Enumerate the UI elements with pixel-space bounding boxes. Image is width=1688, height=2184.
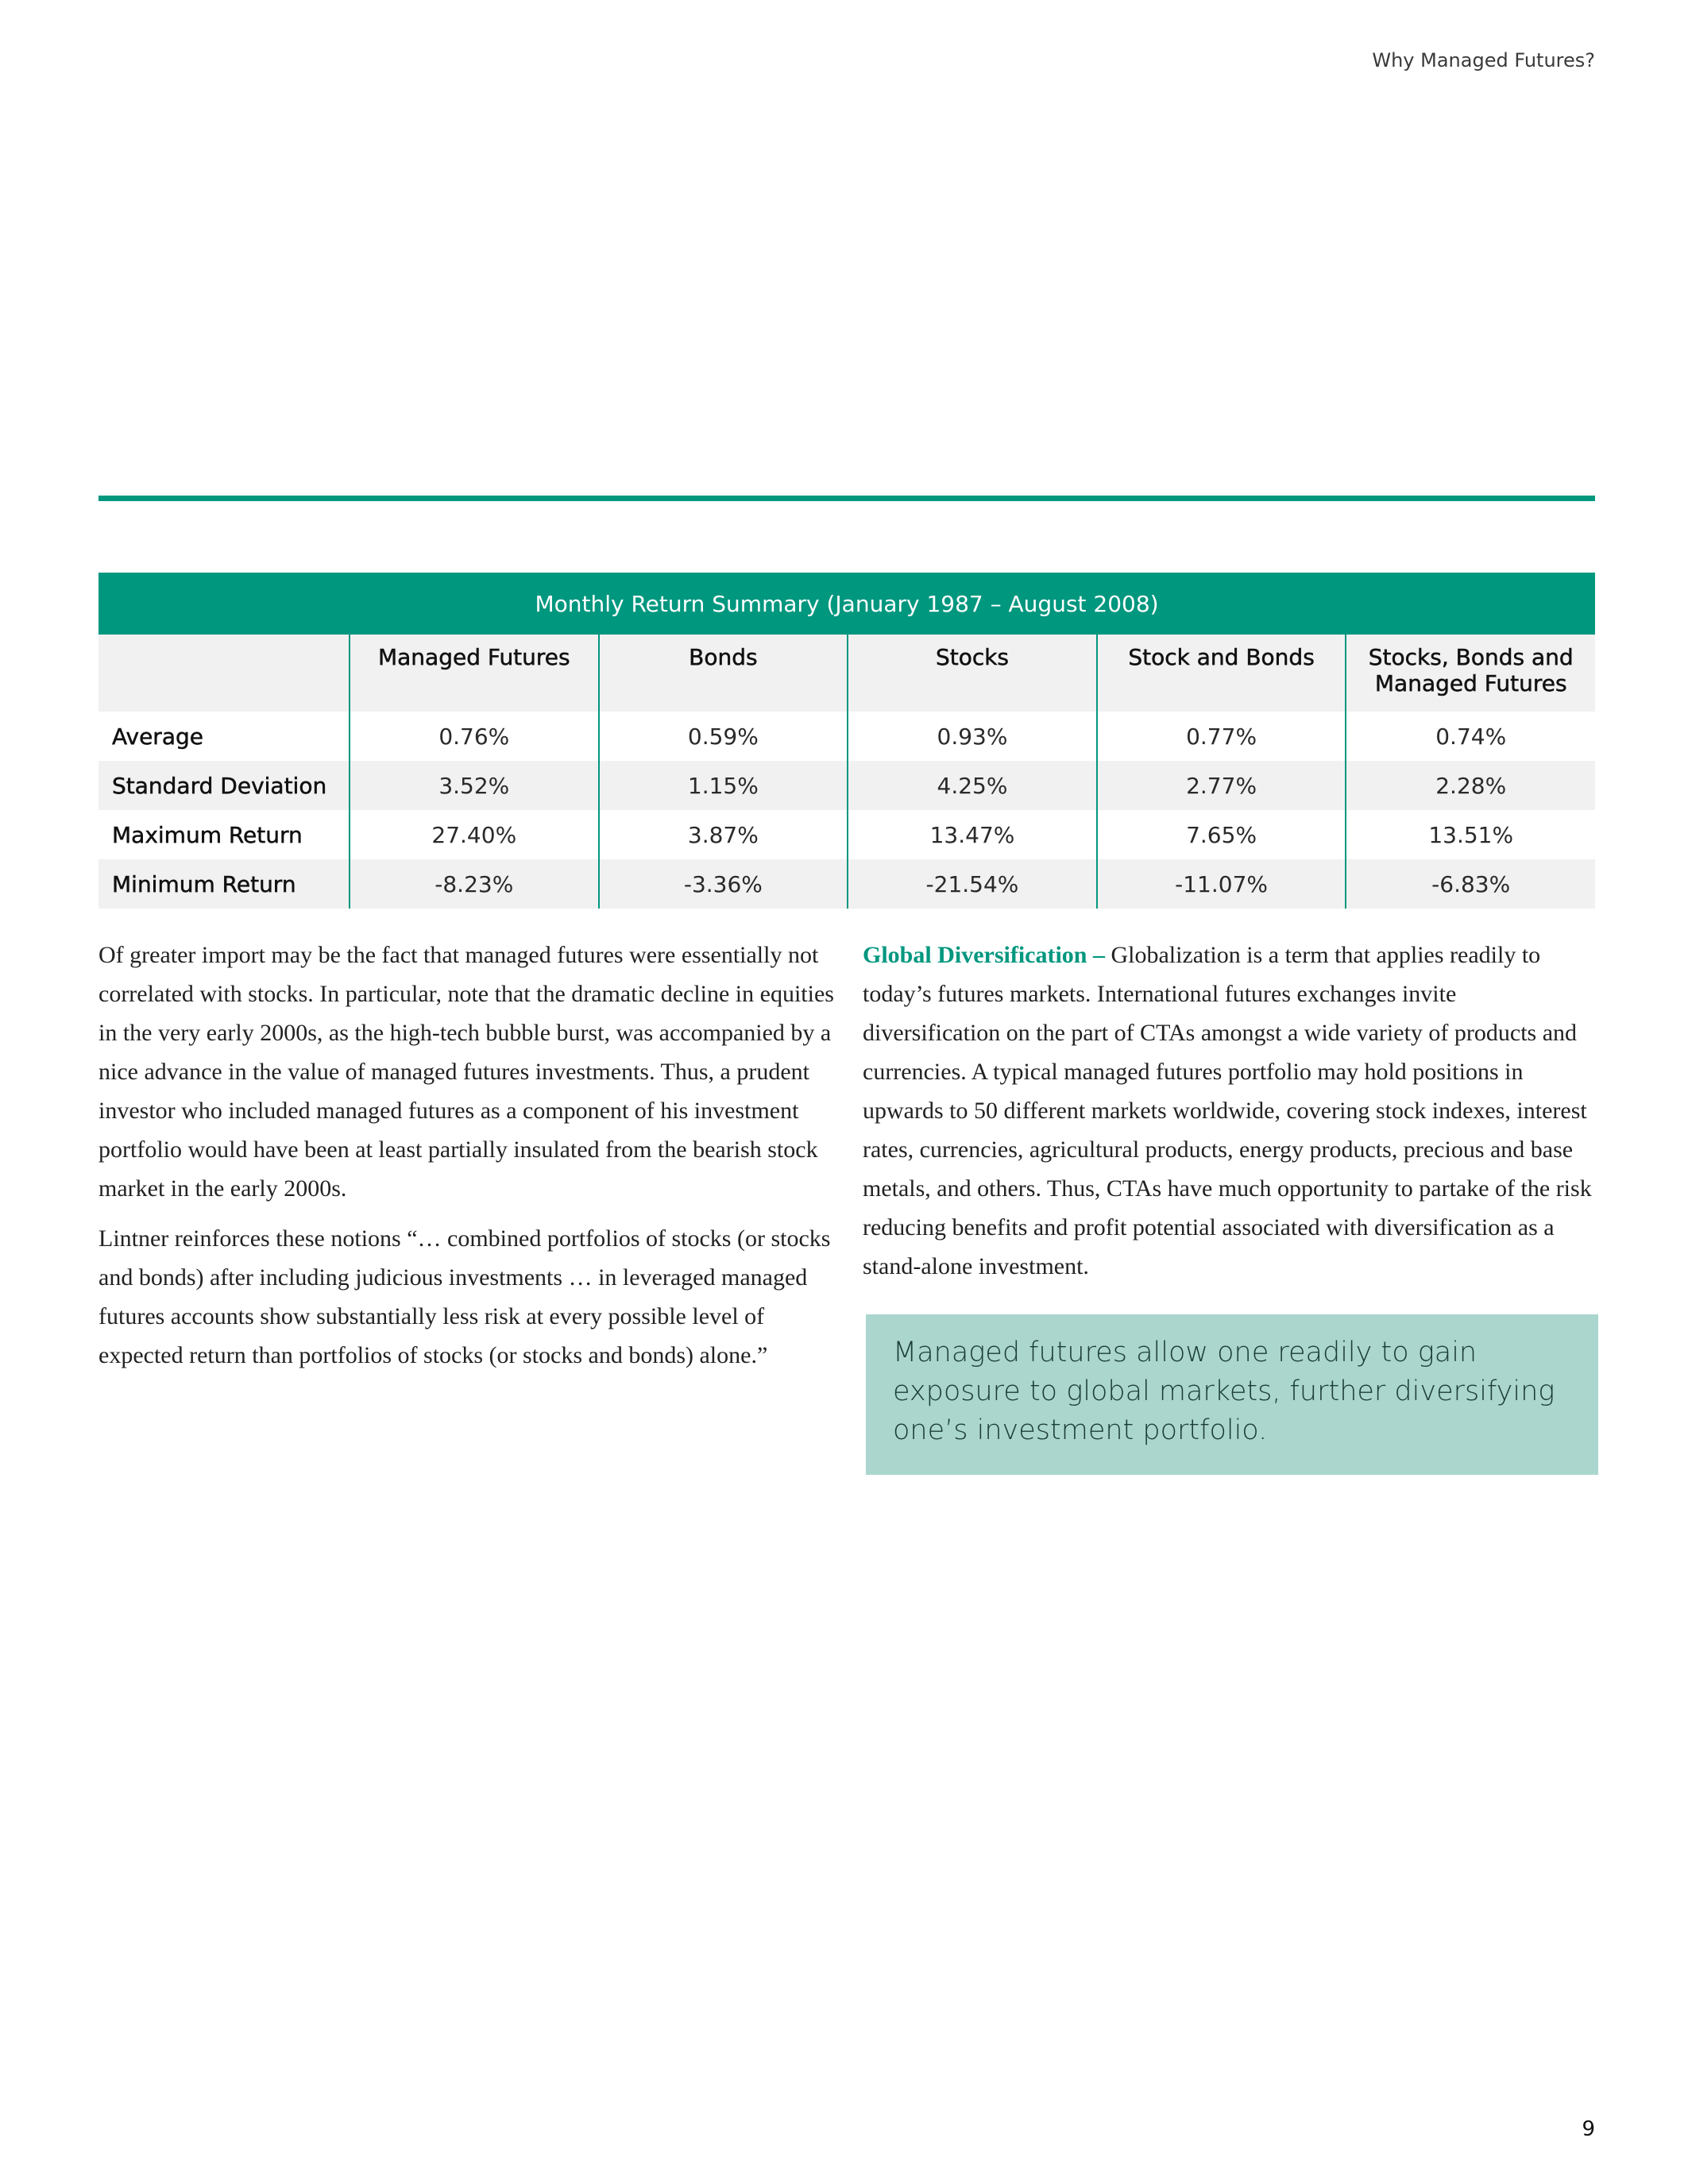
- table-row-average: [98, 712, 1595, 761]
- table-cell: 0.93%: [848, 712, 1097, 761]
- table-cell: 0.77%: [1097, 712, 1346, 761]
- table-title: Monthly Return Summary (January 1987 – August 2008): [98, 573, 1595, 635]
- body-column-right: [863, 936, 1597, 1297]
- column-header-stock-and-bonds: Stock and Bonds: [1097, 635, 1346, 712]
- body-column-left: [98, 936, 841, 1386]
- body-paragraph-global-diversification: [863, 936, 1597, 1286]
- table-cell: 27.40%: [350, 810, 599, 859]
- table-row-standard-deviation: [98, 761, 1595, 810]
- column-header-stocks-bonds-managed-futures: Stocks, Bonds and Managed Futures: [1346, 635, 1595, 712]
- row-label: Standard Deviation: [98, 761, 350, 810]
- table-cell: 3.52%: [350, 761, 599, 810]
- table-cell: -8.23%: [350, 859, 599, 909]
- table-cell: 13.51%: [1346, 810, 1595, 859]
- row-label: Minimum Return: [98, 859, 350, 909]
- table-cell: 0.76%: [350, 712, 599, 761]
- monthly-return-table: [98, 573, 1595, 909]
- table-cell: -11.07%: [1097, 859, 1346, 909]
- table-header-row: [98, 635, 1595, 712]
- row-label: Maximum Return: [98, 810, 350, 859]
- page-number: 9: [1582, 2117, 1595, 2141]
- column-header-stocks: Stocks: [848, 635, 1097, 712]
- column-header-bonds: Bonds: [599, 635, 848, 712]
- body-paragraph-correlation: Of greater import may be the fact that managed futures were essentially not correlated with stocks. In particular, note that the dramatic decline in equities in the very early 2000s, as the high-tech bubble burst, was accompanied by a nice advance in the value of managed futures investments. Thus, a prudent investor who included managed futures as a component of his investment portfolio would have been at least partially insulated from the bearish stock market in the early 2000s.: [98, 942, 834, 1202]
- table-cell: 13.47%: [848, 810, 1097, 859]
- table-row-maximum-return: [98, 810, 1595, 859]
- table-cell: -6.83%: [1346, 859, 1595, 909]
- table-cell: -3.36%: [599, 859, 848, 909]
- pull-quote-callout: Managed futures allow one readily to gain exposure to global markets, further diversifying one’s investment portfolio.: [866, 1314, 1598, 1475]
- table-corner-cell: [98, 635, 350, 712]
- table-cell: -21.54%: [848, 859, 1097, 909]
- section-divider: [98, 496, 1595, 501]
- running-header: Why Managed Futures?: [1372, 49, 1595, 71]
- table-cell: 3.87%: [599, 810, 848, 859]
- table-row-minimum-return: [98, 859, 1595, 909]
- row-label: Average: [98, 712, 350, 761]
- table-cell: 4.25%: [848, 761, 1097, 810]
- table-cell: 0.59%: [599, 712, 848, 761]
- table-cell: 7.65%: [1097, 810, 1346, 859]
- column-header-managed-futures: Managed Futures: [350, 635, 599, 712]
- table-cell: 0.74%: [1346, 712, 1595, 761]
- global-diversification-text: Globalization is a term that applies readily to today’s futures markets. International futures exchanges invite diversification on the part of CTAs amongst a wide variety of products and currencies. A typical managed futures portfolio may hold positions in upwards to 50 different markets worldwide, covering stock indexes, interest rates, currencies, agricultural products, energy products, precious and base metals, and others. Thus, CTAs have much opportunity to partake of the risk reducing benefits and profit potential associated with diversification as a stand-alone investment.: [863, 942, 1592, 1279]
- table-cell: 2.28%: [1346, 761, 1595, 810]
- table-cell: 2.77%: [1097, 761, 1346, 810]
- table-cell: 1.15%: [599, 761, 848, 810]
- body-paragraph-lintner: Lintner reinforces these notions “… combined portfolios of stocks (or stocks and bonds) after including judicious investments … in leveraged managed futures accounts show substantially less risk at every possible level of expected return than portfolios of stocks (or stocks and bonds) alone.”: [98, 1225, 831, 1368]
- lead-term-global-diversification: Global Diversification –: [863, 942, 1105, 968]
